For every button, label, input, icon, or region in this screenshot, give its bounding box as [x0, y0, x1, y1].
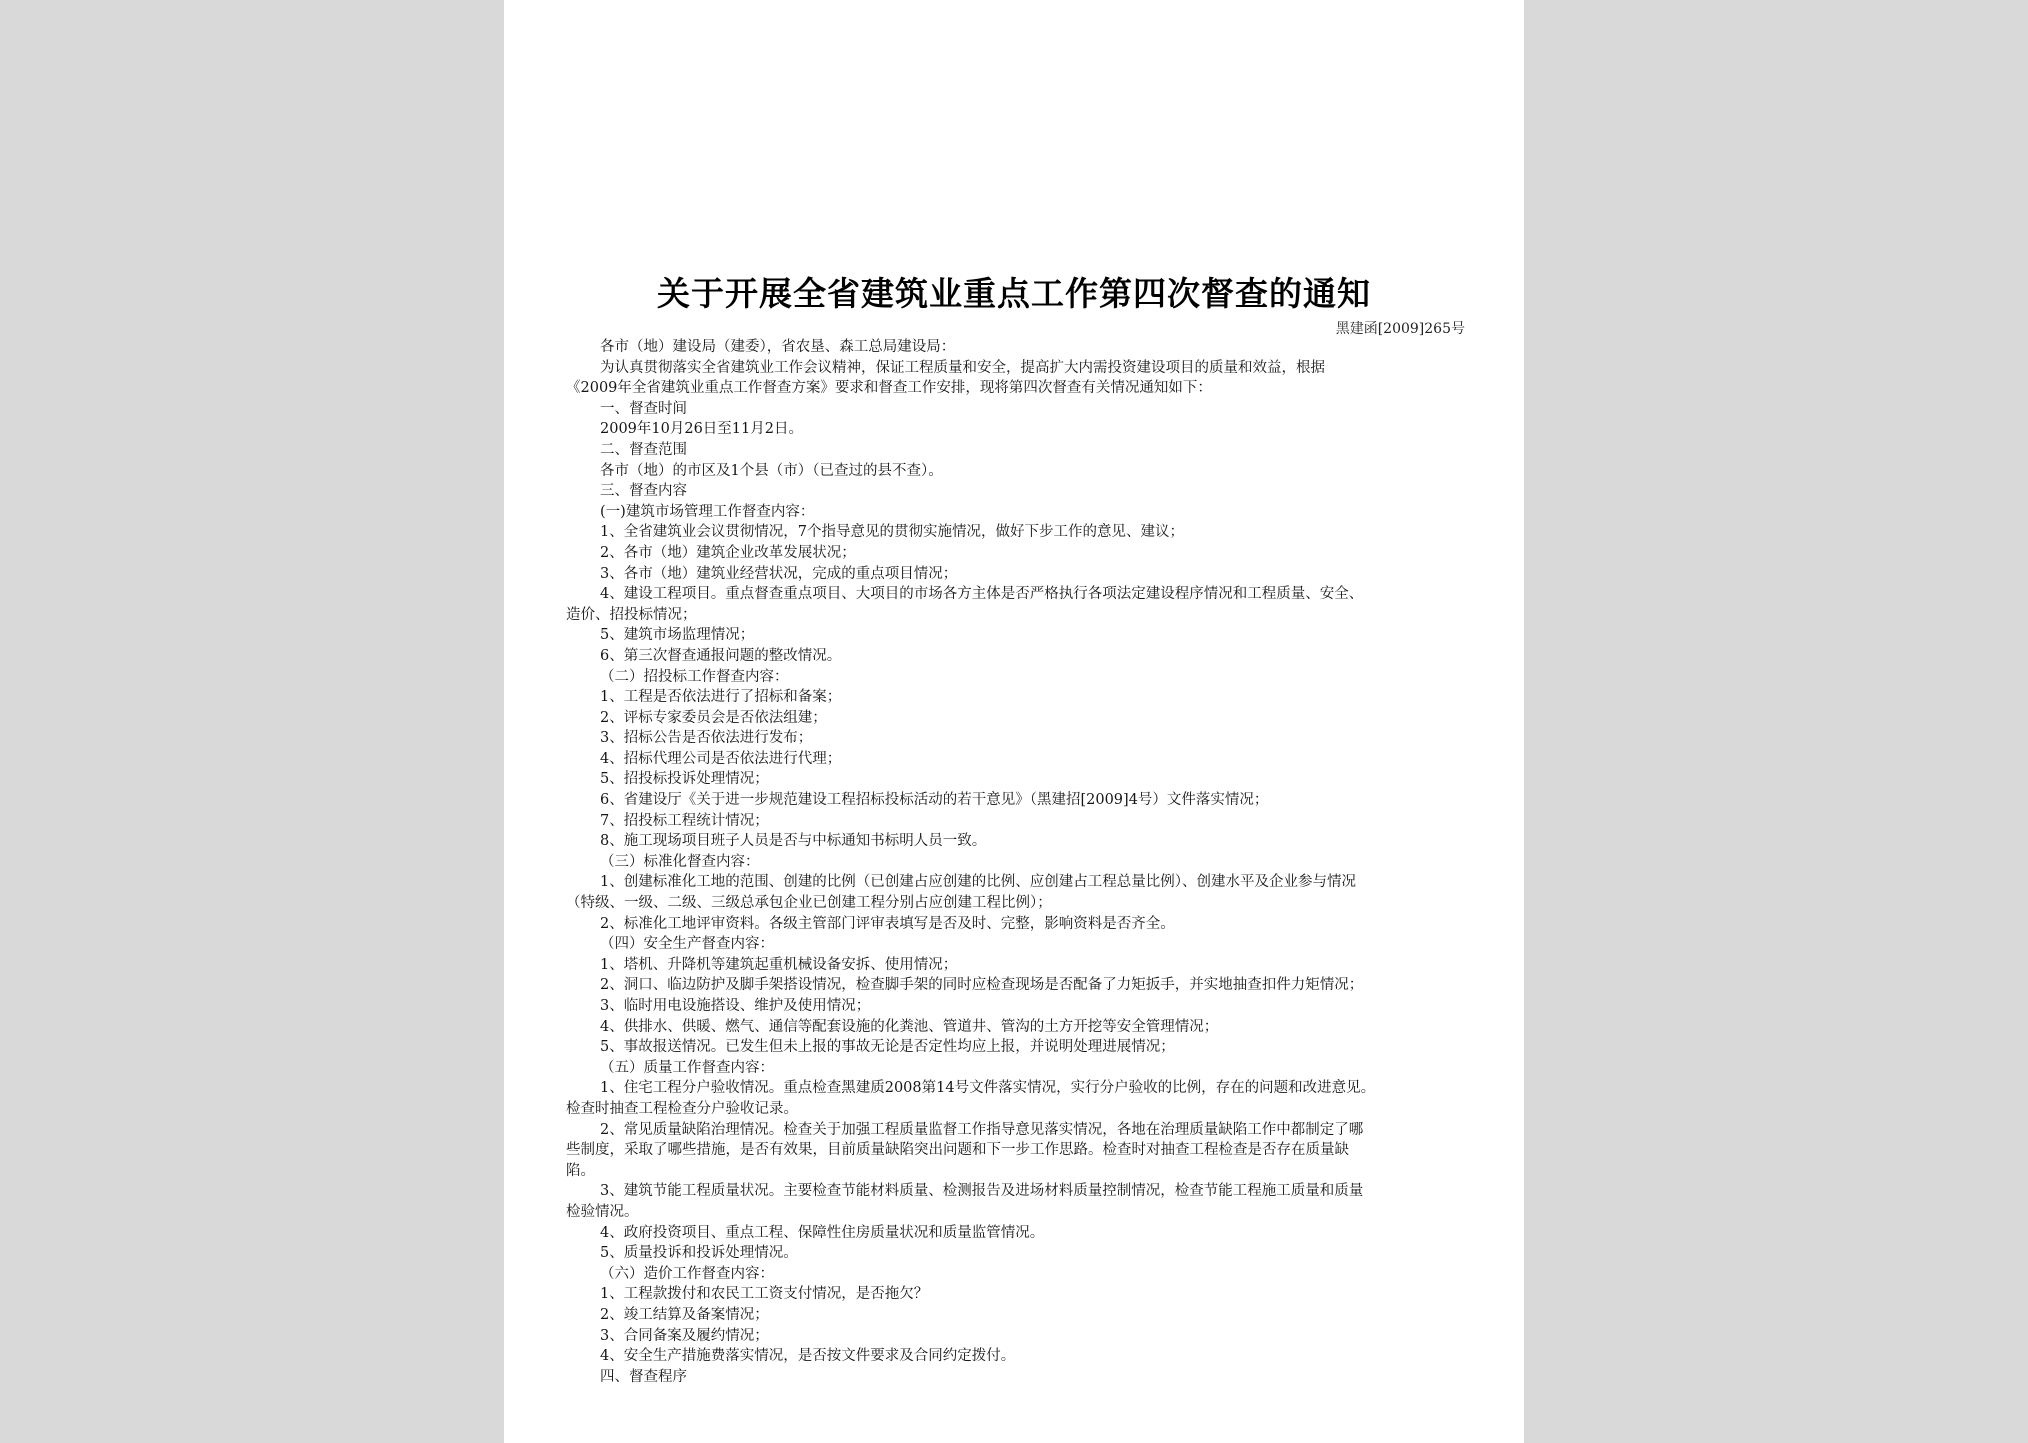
text-line: 一、督查时间 — [600, 400, 687, 417]
text-line: （五）质量工作督查内容： — [600, 1059, 774, 1076]
text-line: （特级、一级、二级、三级总承包企业已创建工程分别占应创建工程比例）； — [566, 895, 1052, 912]
text-line: 3、各市（地）建筑业经营状况，完成的重点项目情况； — [600, 565, 958, 582]
text-line: 7、招投标工程统计情况； — [600, 812, 769, 829]
text-line: 1、住宅工程分户验收情况。重点检查黑建质2008第14号文件落实情况，实行分户验收的比例，存在的问题和改进意见。 — [600, 1080, 1376, 1097]
text-line: 3、招标公告是否依法进行发布； — [600, 730, 813, 747]
text-line: 4、政府投资项目、重点工程、保障性住房质量状况和质量监管情况。 — [600, 1224, 1045, 1241]
text-line: 三、督查内容 — [600, 483, 687, 500]
text-line: 1、工程款拨付和农民工工资支付情况，是否拖欠？ — [600, 1286, 929, 1303]
text-line: 2、常见质量缺陷治理情况。检查关于加强工程质量监督工作指导意见落实情况，各地在治理质量缺陷工作中都制定了哪 — [600, 1121, 1364, 1138]
text-line: 些制度，采取了哪些措施，是否有效果，目前质量缺陷突出问题和下一步工作思路。检查时对抽查工程检查是否存在质量缺 — [566, 1142, 1349, 1159]
document-number: 黑建函[2009]265号 — [1335, 321, 1465, 337]
text-line: 3、临时用电设施搭设、维护及使用情况； — [600, 998, 871, 1014]
text-line: 2、标准化工地评审资料。各级主管部门评审表填写是否及时、完整，影响资料是否齐全。 — [600, 915, 1175, 932]
text-line: 5、质量投诉和投诉处理情况。 — [600, 1245, 798, 1262]
text-line: 检验情况。 — [566, 1203, 639, 1220]
text-line: (一)建筑市场管理工作督查内容： — [600, 503, 815, 520]
text-line: 2、评标专家委员会是否依法组建； — [600, 709, 827, 726]
text-line: 1、全省建筑业会议贯彻情况，7个指导意见的贯彻实施情况，做好下步工作的意见、建议； — [600, 524, 1184, 541]
text-line: 造价、招投标情况； — [566, 606, 697, 623]
text-line: 2009年10月26日至11月2日。 — [600, 421, 803, 438]
text-line: 3、合同备案及履约情况； — [600, 1327, 769, 1344]
text-line: 各市（地）的市区及1个县（市）（已查过的县不查）。 — [600, 462, 943, 479]
document-page — [504, 0, 1524, 1443]
text-line: 8、施工现场项目班子人员是否与中标通知书标明人员一致。 — [600, 833, 987, 850]
document-body — [566, 337, 1464, 1387]
document-title: 关于开展全省建筑业重点工作第四次督查的通知 — [657, 274, 1371, 313]
text-line: 4、建设工程项目。重点督查重点项目、大项目的市场各方主体是否严格执行各项法定建设程序情况和工程质量、安全、 — [600, 586, 1364, 603]
text-line: 陷。 — [566, 1162, 595, 1179]
text-line: （三）标准化督查内容： — [600, 853, 760, 870]
text-line: 5、建筑市场监理情况； — [600, 627, 755, 644]
text-line: 检查时抽查工程检查分户验收记录。 — [566, 1100, 798, 1117]
text-line: 《2009年全省建筑业重点工作督查方案》要求和督查工作安排，现将第四次督查有关情况通知如下： — [566, 380, 1212, 397]
text-line: （四）安全生产督查内容： — [600, 936, 774, 953]
text-line: 5、招投标投诉处理情况； — [600, 771, 769, 788]
text-line: 2、各市（地）建筑企业改革发展状况； — [600, 544, 856, 561]
text-line: 1、塔机、升降机等建筑起重机械设备安拆、使用情况； — [600, 956, 958, 973]
text-line: 4、安全生产措施费落实情况，是否按文件要求及合同约定拨付。 — [600, 1348, 1016, 1365]
text-line: （六）造价工作督查内容： — [600, 1265, 774, 1282]
text-line: 5、事故报送情况。已发生但未上报的事故无论是否定性均应上报，并说明处理进展情况； — [600, 1039, 1175, 1056]
text-line: 为认真贯彻落实全省建筑业工作会议精神，保证工程质量和安全，提高扩大内需投资建设项目的质量和效益，根据 — [600, 359, 1325, 376]
text-line: 4、招标代理公司是否依法进行代理； — [600, 750, 842, 767]
text-line: 6、省建设厅《关于进一步规范建设工程招标投标活动的若干意见》（黑建招[2009]4号）文件落实情况； — [600, 792, 1269, 809]
text-line: 4、供排水、供暖、燃气、通信等配套设施的化粪池、管道井、管沟的土方开挖等安全管理情况； — [600, 1018, 1219, 1035]
text-line: 四、督查程序 — [600, 1368, 687, 1385]
text-line: 3、建筑节能工程质量状况。主要检查节能材料质量、检测报告及进场材料质量控制情况，检查节能工程施工质量和质量 — [600, 1183, 1364, 1200]
text-line: 1、工程是否依法进行了招标和备案； — [600, 689, 842, 706]
text-line: 各市（地）建设局（建委），省农垦、森工总局建设局： — [600, 339, 956, 355]
text-line: 6、第三次督查通报问题的整改情况。 — [600, 647, 842, 664]
text-line: 2、洞口、临边防护及脚手架搭设情况，检查脚手架的同时应检查现场是否配备了力矩扳手，并实地抽查扣件力矩情况； — [600, 977, 1364, 994]
text-line: （二）招投标工作督查内容： — [600, 668, 789, 685]
text-line: 1、创建标准化工地的范围、创建的比例（已创建占应创建的比例、应创建占工程总量比例）、创建水平及企业参与情况 — [600, 874, 1356, 891]
text-line: 二、督查范围 — [600, 441, 687, 458]
text-line: 2、竣工结算及备案情况； — [600, 1306, 769, 1323]
